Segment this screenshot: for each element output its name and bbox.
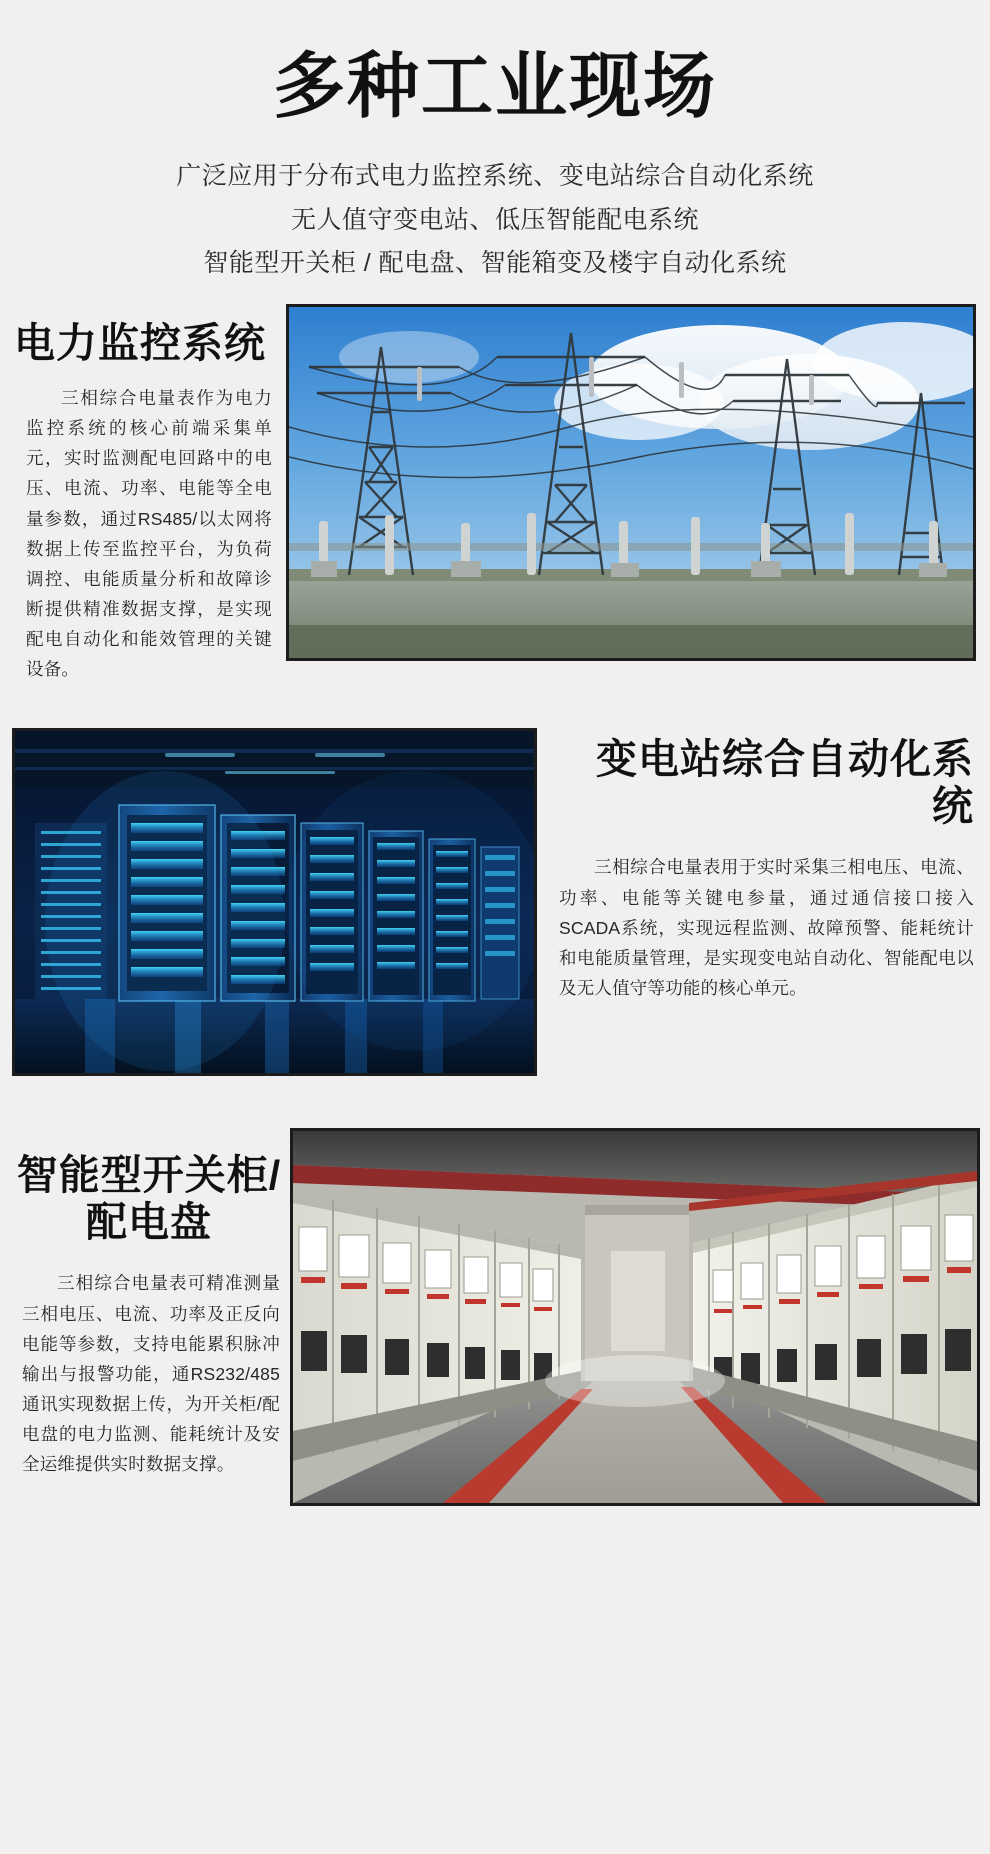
section-3-text-column	[0, 1128, 290, 1479]
section-2-body: 三相综合电量表用于实时采集三相电压、电流、功率、电能等关键电参量，通过通信接口接入SCADA系统，实现远程监测、故障预警、能耗统计和电能质量管理，是实现变电站自动化、智能配电以及无人值守等功能的核心单元。	[559, 857, 974, 998]
section-3-body: 三相综合电量表可精准测量三相电压、电流、功率及正反向电能等参数，支持电能累积脉冲输出与报警功能，通RS232/485通讯实现数据上传，为开关柜/配电盘的电力监测、能耗统计及安全运维提供实时数据支撑。	[22, 1273, 280, 1474]
substation-tower-photo	[286, 304, 976, 661]
section-substation-automation	[0, 728, 990, 1076]
section-1-image-column	[286, 304, 982, 661]
section-switchgear	[0, 1128, 990, 1506]
page-title: 多种工业现场	[272, 47, 717, 127]
section-1-text-column	[0, 304, 286, 684]
section-2-heading: 变电站综合自动化系统	[596, 736, 974, 830]
switchgear-room-photo	[290, 1128, 980, 1506]
page-header	[0, 0, 990, 286]
section-power-monitoring	[0, 304, 990, 684]
data-center-racks-photo	[12, 728, 537, 1076]
section-2-text-column	[545, 728, 990, 1003]
section-3-heading: 智能型开关柜/配电盘	[16, 1152, 282, 1246]
section-3-image-column	[290, 1128, 990, 1506]
subtitle-line-3: 智能型开关柜 / 配电盘、智能箱变及楼宇自动化系统	[203, 249, 787, 278]
section-1-heading: 电力监控系统	[14, 320, 266, 367]
section-1-body: 三相综合电量表作为电力监控系统的核心前端采集单元，实时监测配电回路中的电压、电流、功率、电能等全电量参数，通过RS485/以太网将数据上传至监控平台，为负荷调控、电能质量分析和故障诊断提供精准数据支撑，是实现配电自动化和能效管理的关键设备。	[26, 388, 272, 680]
subtitle-line-2: 无人值守变电站、低压智能配电系统	[290, 205, 699, 234]
section-2-image-column	[0, 728, 545, 1076]
subtitle-line-1: 广泛应用于分布式电力监控系统、变电站综合自动化系统	[176, 161, 814, 190]
subtitle-block	[0, 155, 990, 286]
